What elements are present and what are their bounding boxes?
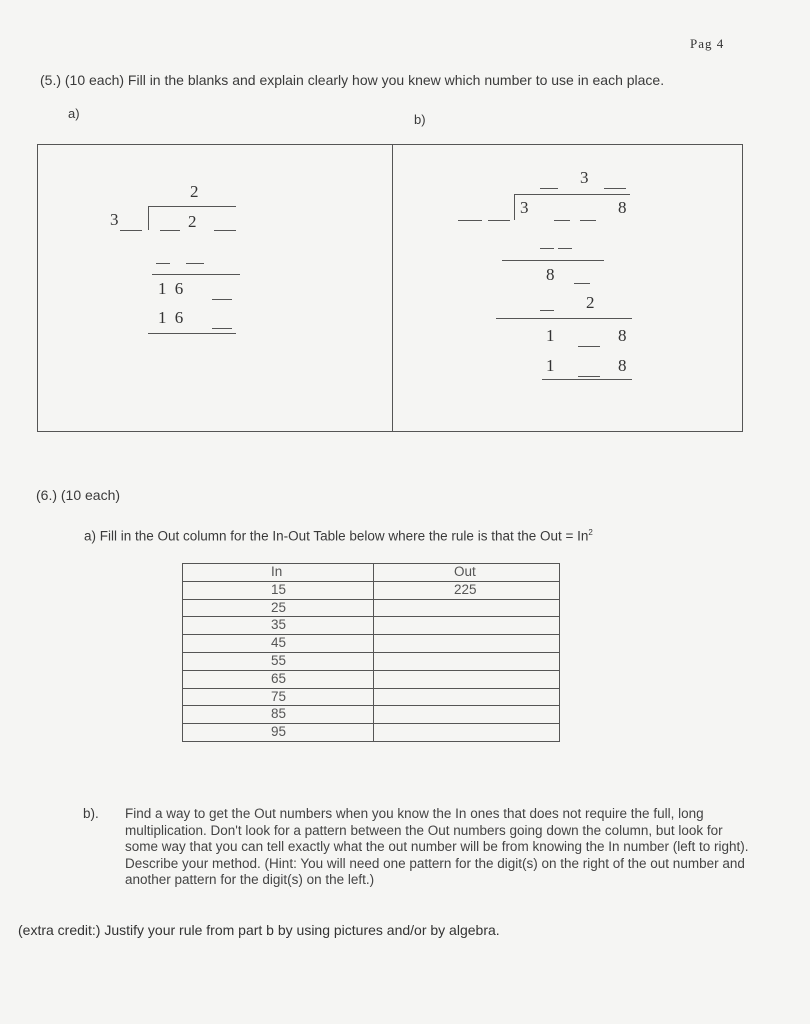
a-divisor-blank[interactable] [120, 230, 142, 231]
table-row [183, 599, 560, 617]
table-header-in: In [183, 564, 374, 582]
a-row-16-second: 1 6 [158, 308, 186, 327]
a-sub-blank-1[interactable] [156, 263, 170, 264]
q5-part-a-label: a) [68, 106, 80, 121]
table-cell-out[interactable] [374, 652, 560, 670]
table-row [183, 724, 560, 742]
table-cell-in: 45 [183, 635, 374, 653]
table-cell-in: 75 [183, 688, 374, 706]
table-cell-out[interactable] [374, 688, 560, 706]
extra-credit-text: (extra credit:) Justify your rule from part b by using pictures and/or by algebra. [18, 922, 500, 938]
table-row [183, 652, 560, 670]
a-sub-blank-2[interactable] [186, 263, 204, 264]
q6-part-a-exponent: 2 [588, 528, 593, 537]
table-cell-in: 15 [183, 581, 374, 599]
a-dividend-blank-2[interactable] [214, 230, 236, 231]
table-row [183, 670, 560, 688]
a-sub-line-2 [148, 333, 236, 334]
a-division-bracket [148, 206, 149, 230]
table-cell-out[interactable] [374, 724, 560, 742]
a-row1-blank[interactable] [212, 299, 232, 300]
table-row [183, 617, 560, 635]
b-sub1-blank[interactable] [574, 283, 590, 284]
table-cell-out[interactable] [374, 599, 560, 617]
table-cell-out[interactable] [374, 617, 560, 635]
table-row [183, 706, 560, 724]
q5-box-divider [392, 144, 393, 432]
b-row3-blank[interactable] [578, 346, 600, 347]
a-row-16-first: 1 6 [158, 279, 186, 298]
a-division-bar [148, 206, 236, 207]
b-row4-right: 8 [618, 356, 627, 375]
q6-part-a-text: a) Fill in the Out column for the In-Out Table below where the rule is that the Out = In [84, 528, 589, 544]
table-cell-out[interactable] [374, 635, 560, 653]
b-rem-digit: 2 [586, 293, 595, 312]
b-row4-left: 1 [546, 356, 555, 375]
table-row [183, 581, 560, 599]
b-divisor-blank-2[interactable] [488, 220, 510, 221]
table-cell-in: 35 [183, 617, 374, 635]
b-divisor-blank-1[interactable] [458, 220, 482, 221]
b-quotient-blank-2[interactable] [604, 188, 626, 189]
table-cell-in: 25 [183, 599, 374, 617]
q6-part-b-text: Find a way to get the Out numbers when you know the In ones that does not require the full, long multiplication. Don't look for a pattern between the Out numbers going down the column, but look for some way that you can tell exactly what the out number will be from knowing the In number (left to right). Describe your method. (Hint: You will need one pattern for the digit(s) on the right of the out number and another pattern for the digit(s) on the left.) [125, 806, 749, 887]
table-row [183, 635, 560, 653]
table-header-out: Out [374, 564, 560, 582]
a-quotient-digit: 2 [190, 182, 199, 201]
b-dividend-first: 3 [520, 198, 529, 217]
table-cell-in: 95 [183, 724, 374, 742]
q5-part-b-label: b) [414, 112, 426, 127]
table-cell-in: 85 [183, 706, 374, 724]
page-number: Pag 4 [690, 36, 725, 51]
b-sub-line-2 [496, 318, 632, 319]
table-cell-out[interactable] [374, 670, 560, 688]
b-quotient-blank-1[interactable] [540, 188, 558, 189]
b-dividend-blank-2[interactable] [580, 220, 596, 221]
a-sub-line-1 [152, 274, 240, 275]
b-sub-line-1 [502, 260, 604, 261]
b-row3-left: 1 [546, 326, 555, 345]
in-out-table [182, 563, 560, 742]
a-row2-blank[interactable] [212, 328, 232, 329]
q6-part-b-label: b). [83, 806, 99, 821]
question-6-heading: (6.) (10 each) [36, 487, 121, 503]
q6-part-a-instruction [84, 528, 593, 544]
a-dividend-blank-1[interactable] [160, 230, 180, 231]
b-sub-blank-2[interactable] [558, 248, 572, 249]
b-dividend-blank-1[interactable] [554, 220, 570, 221]
table-header-row [183, 564, 560, 582]
a-divisor-digit: 3 [110, 210, 119, 229]
b-sub-line-3 [542, 379, 632, 380]
b-row4-blank[interactable] [578, 376, 600, 377]
b-row3-right: 8 [618, 326, 627, 345]
question-5-heading: (5.) (10 each) Fill in the blanks and explain clearly how you knew which number to use in each place. [40, 72, 665, 88]
q5-problem-box [37, 144, 743, 432]
table-cell-in: 65 [183, 670, 374, 688]
b-sub2-blank[interactable] [540, 310, 554, 311]
b-division-bracket [514, 194, 515, 220]
table-cell-out[interactable]: 225 [374, 581, 560, 599]
b-sub1-digit: 8 [546, 265, 555, 284]
b-quotient-digit: 3 [580, 168, 589, 187]
table-cell-out[interactable] [374, 706, 560, 724]
a-dividend-digit: 2 [188, 212, 197, 231]
table-row [183, 688, 560, 706]
b-sub-blank-1[interactable] [540, 248, 554, 249]
b-division-bar [514, 194, 630, 195]
b-dividend-last: 8 [618, 198, 627, 217]
table-cell-in: 55 [183, 652, 374, 670]
